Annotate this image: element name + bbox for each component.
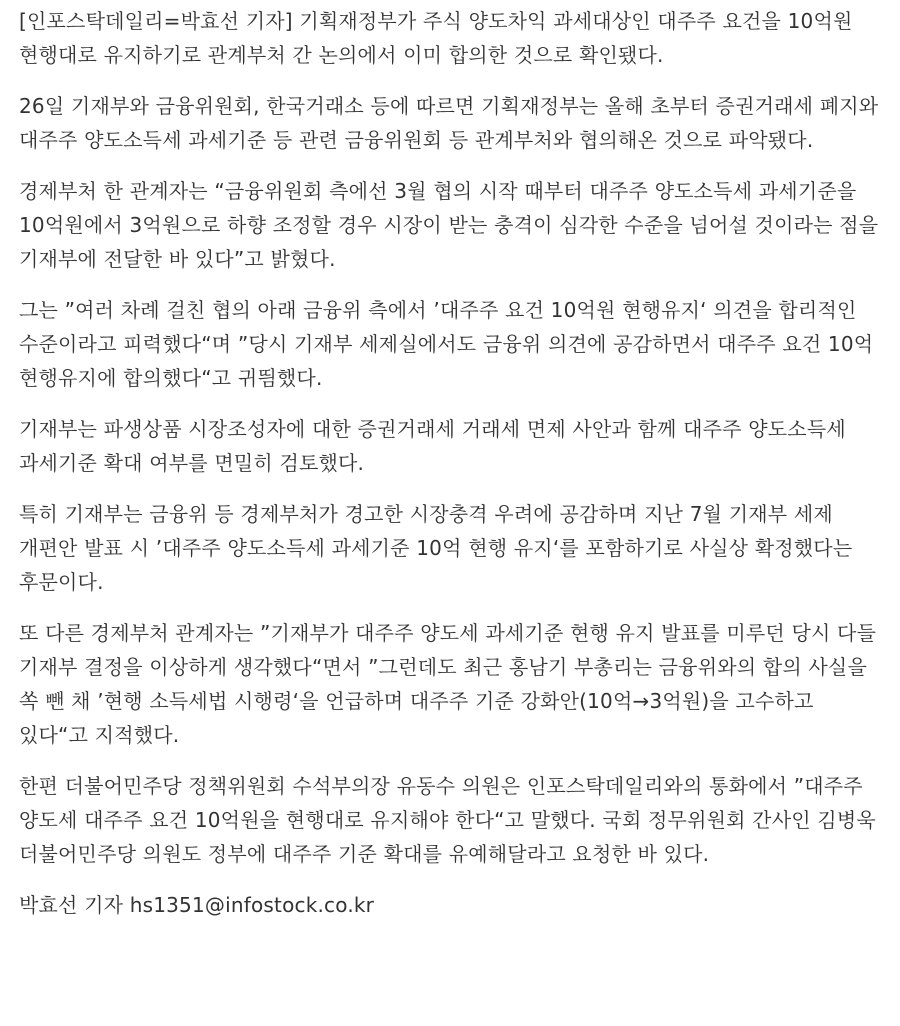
- article-paragraph-6: 특히 기재부는 금융위 등 경제부처가 경고한 시장충격 우려에 공감하며 지난 7월 기재부 세제 개편안 발표 시 ’대주주 양도소득세 과세기준 10억 현행 유지‘를 포함하기로 사실상 확정했다는 후문이다.: [19, 502, 853, 594]
- article-paragraph-3: 경제부처 한 관계자는 “금융위원회 측에선 3월 협의 시작 때부터 대주주 양도소득세 과세기준을 10억원에서 3억원으로 하향 조정할 경우 시장이 받는 충격이 심각한 수준을 넘어설 것이라는 점을 기재부에 전달한 바 있다”고 밝혔다.: [19, 179, 879, 271]
- article-paragraph-5: 기재부는 파생상품 시장조성자에 대한 증권거래세 거래세 면제 사안과 함께 대주주 양도소득세 과세기준 확대 여부를 면밀히 검토했다.: [19, 417, 846, 475]
- article-paragraph-4: 그는 ”여러 차례 걸친 협의 아래 금융위 측에서 ’대주주 요건 10억원 현행유지‘ 의견을 합리적인 수준이라고 피력했다“며 ”당시 기재부 세제실에서도 금융위 의견에 공감하면서 대주주 요건 10억 현행유지에 합의했다“고 귀띔했다.: [19, 298, 874, 390]
- article-paragraph-2: 26일 기재부와 금융위원회, 한국거래소 등에 따르면 기획재정부는 올해 초부터 증권거래세 폐지와 대주주 양도소득세 과세기준 등 관련 금융위원회 등 관계부처와 협의해온 것으로 파악됐다.: [19, 94, 879, 152]
- article-byline: 박효선 기자 hs1351@infostock.co.kr: [19, 893, 375, 917]
- article-paragraph-1: [인포스탁데일리=박효선 기자] 기획재정부가 주식 양도차익 과세대상인 대주주 요건을 10억원 현행대로 유지하기로 관계부처 간 논의에서 이미 합의한 것으로 확인됐다.: [19, 9, 853, 67]
- article-paragraph-8: 한편 더불어민주당 정책위원회 수석부의장 유동수 의원은 인포스탁데일리와의 통화에서 ”대주주 양도세 대주주 요건 10억원을 현행대로 유지해야 한다“고 말했다. 국회 정무위원회 간사인 김병욱 더불어민주당 의원도 정부에 대주주 기준 확대를 유예해달라고 요청한 바 있다.: [19, 774, 876, 866]
- article-paragraph-7: 또 다른 경제부처 관계자는 ”기재부가 대주주 양도세 과세기준 현행 유지 발표를 미루던 당시 다들 기재부 결정을 이상하게 생각했다“면서 ”그런데도 최근 홍남기 부총리는 금융위와의 합의 사실을 쏙 뺀 채 ’현행 소득세법 시행령‘을 언급하며 대주주 기준 강화안(10억→3억원)을 고수하고 있다“고 지적했다.: [19, 621, 877, 747]
